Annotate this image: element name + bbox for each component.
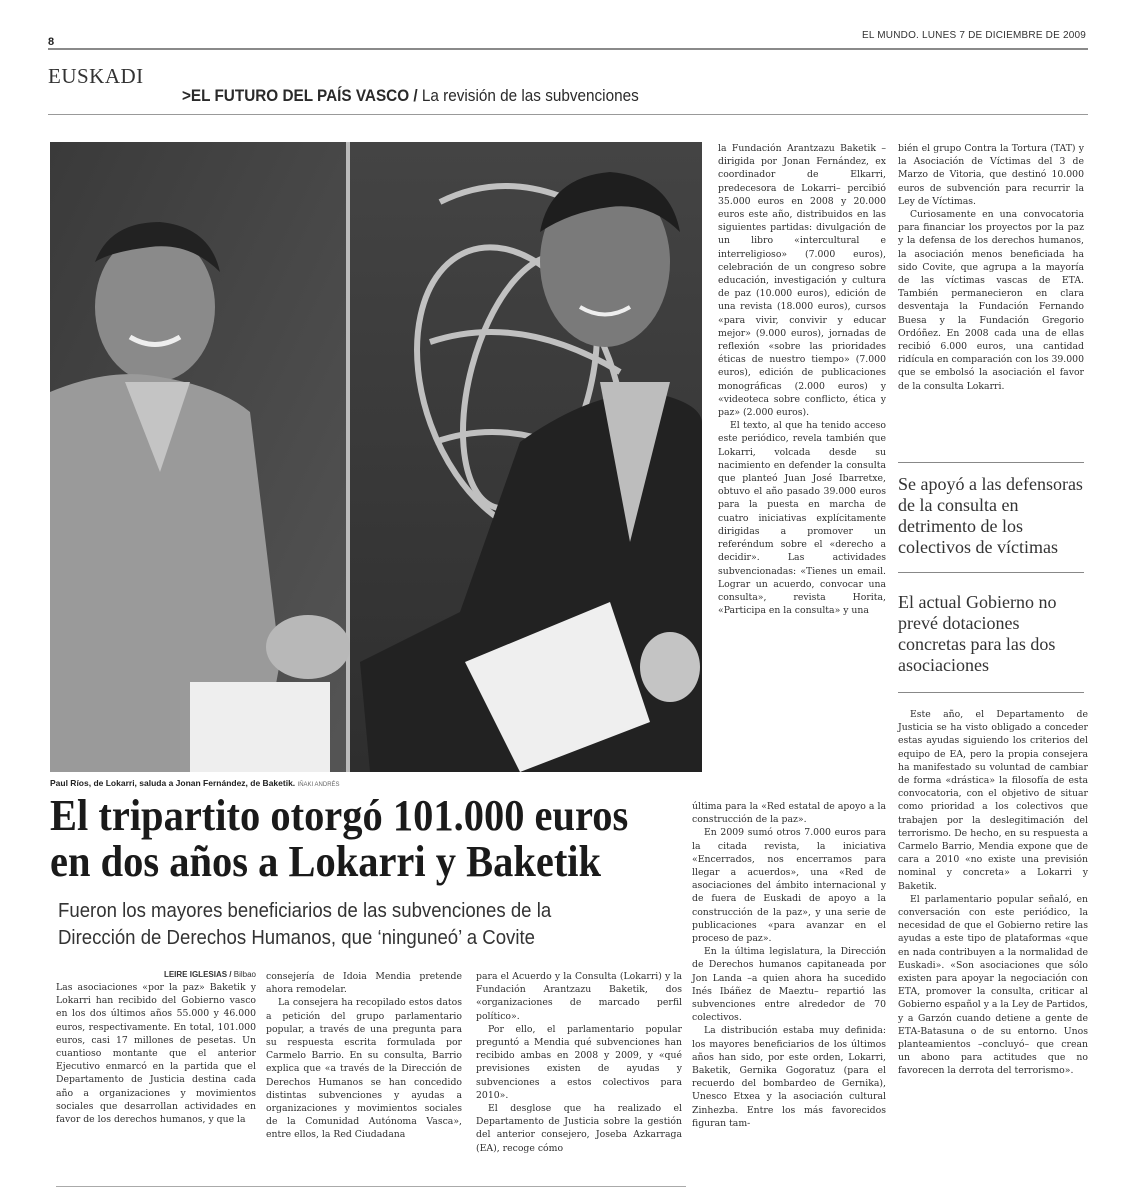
paragraph: consejería de Idoia Mendia pretende ahora remodelar. [266,971,462,996]
paragraph: El desglose que ha realizado el Departamento de Justicia sobre la gestión del anterior consejero, Joseba Azkarraga (EA), recoge cómo [476,1103,682,1154]
subhead-line-2: Dirección de Derechos Humanos, que ‘ninguneó’ a Covite [58,927,535,949]
pullquote-rule-middle [898,572,1084,573]
paragraph: La distribución estaba muy definida: los mayores beneficiarios de los últimos años han sido, por este orden, Lokarri, Baketik, Gernika Gogoratuz (para el recuerdo del bombardeo de Gernika), Unesco Etxea y la asociación cultural Zinhezba. Entre los más favorecidos figuran tam- [692,1025,886,1129]
paragraph: El texto, al que ha tenido acceso este periódico, revela también que Lokarri, volcada desde su nacimiento en defender la consulta que planteó Juan José Ibarretxe, obtuvo el año pasado 39.000 euros para la puesta en marcha de cuatro iniciativas explícitamente dirigidas a promover un referéndum sobre el «derecho a decidir». Las actividades subvencionadas: «Tienes un email. Lograr un acuerdo, convocar una consulta», revista Horita, «Participa en la consulta» y una [718,420,886,617]
pullquote-rule-top [898,462,1084,463]
body-column-5-bottom [898,708,1088,1078]
kicker-topic: >EL FUTURO DEL PAÍS VASCO / [182,86,418,105]
photo-credit: IÑAKI ANDRÉS [297,782,340,788]
photo-caption [50,778,340,788]
paragraph: Este año, el Departamento de Justicia se ha visto obligado a conceder estas ayudas siguiendo los criterios del equipo de EA, pero la propia consejera ha manifestado su voluntad de cambiar de forma «drástica» la filosofía de esta convocatoria, con el objetivo de situar como prioridad a los colectivos que trabajen por la deslegitimación del terrorismo. De hecho, en su respuesta a Carmelo Barrio, Mendia expone que de cara a 2010 «no existe una previsión nominal y concreta» a Lokarri y Baketik. [898,709,1088,892]
byline [56,970,256,979]
pullquote-rule-bottom [898,692,1084,693]
publication-date: EL MUNDO. LUNES 7 DE DICIEMBRE DE 2009 [862,30,1086,41]
pullquote-2: El actual Gobierno no prevé dotaciones concretas para las dos asociaciones [898,592,1057,675]
paragraph: Curiosamente en una convocatoria para financiar los proyectos por la paz y la defensa de los derechos humanos, la asociación menos beneficiada ha sido Covite, que agrupa a la mayoría de las víctimas vascas de ETA. También permanecieron en clara desventaja la Fundación Fernando Buesa y la Fundación Gregorio Ordóñez. En 2008 cada una de ellas recibió 6.000 euros, una cantidad ridícula en comparación con los 39.000 que se embolsó la asociación el favor de la consulta Lokarri. [898,209,1084,392]
kicker-subtopic: La revisión de las subvenciones [417,86,639,105]
bottom-rule [56,1186,686,1187]
body-column-1 [56,970,256,1126]
paragraph: El parlamentario popular señaló, en conversación con este periódico, la necesidad de que el Gobierno retire las ayudas a este tipo de plataformas «que en nada contribuyen a la normalidad de Euskadi». «Son asociaciones que sólo existen para apoyar la negociación con ETA, promover la consulta, criticar al Gobierno español y a la Ley de Partidos, y a Garzón cuando detiene a gente de ETA-Batasuna o de su entorno. Unos planteamientos –concluyó– que crean un abono para actitudes que no favorecen la derrota del terrorismo». [898,893,1088,1077]
body-column-2 [266,970,462,1142]
caption-text: Paul Ríos, de Lokarri, saluda a Jonan Fernández, de Baketik. [50,778,296,788]
paragraph: para el Acuerdo y la Consulta (Lokarri) y la Fundación Arantzazu Baketik, dos «organizaciones de marcado perfil político». [476,971,682,1022]
top-rule [48,48,1088,50]
kicker-rule [48,114,1088,115]
paragraph: En la última legislatura, la Dirección de Derechos humanos capitaneada por Jon Landa –a quien ahora ha sucedido Inés Ibáñez de Maeztu– repartió las subvenciones entre alrededor de 70 colectivos. [692,946,886,1024]
body-column-4-top [718,142,886,617]
headline-line-1: El tripartito otorgó 101.000 euros [50,791,629,840]
paragraph: Las asociaciones «por la paz» Baketik y Lokarri han recibido del Gobierno vasco en los dos últimos años 55.000 y 46.000 euros, respectivamente. En total, 101.000 euros, casi 17 millones de pesetas. Un cuantioso montante que el anterior Ejecutivo enmarcó en la partida que el Departamento de Justicia destina cada año a organizaciones y movimientos sociales que desarrollan actividades en favor de los derechos humanos, y que la [56,982,256,1126]
page-number: 8 [48,36,55,48]
paragraph: bién el grupo Contra la Tortura (TAT) y la Asociación de Víctimas del 3 de Marzo de Vitoria, que destinó 10.000 euros de subvención para recurrir la Ley de Víctimas. [898,143,1084,207]
body-column-3 [476,970,682,1155]
article-subheadline [58,898,653,952]
paragraph: Por ello, el parlamentario popular preguntó a Mendia qué subvenciones han recibido ambas en 2008 y 2009, y «qué previsiones existen de ayudas y subvenciones a estos colectivos para 2010». [476,1023,682,1101]
article-photo [50,142,702,772]
paragraph: La consejera ha recopilado estos datos a petición del grupo parlamentario popular, a través de una pregunta para su respuesta escrita formulada por Carmelo Barrio. En su consulta, Barrio explica que «a través de la Dirección de Derechos Humanos se han concedido distintas subvenciones y ayudas a organizaciones y movimientos sociales de la Comunidad Autónoma Vasca», entre ellos, la Red Ciudadana [266,997,462,1141]
paragraph: la Fundación Arantzazu Baketik –dirigida por Jonan Fernández, ex coordinador de Elkarri, predecesora de Lokarri– percibió 35.000 euros en 2008 y 20.000 euros este año, distribuidos en las siguientes partidas: divulgación de un libro «intercultural e interreligioso» (7.000 euros), celebración de un congreso sobre educación, investigación y cultura de paz (10.000 euros), edición de una revista (18.000 euros), cursos «para vivir, convivir y educar mejor» (9.000 euros), jornadas de reflexión «sobre las prioridades éticas de nuestro tiempo» (7.000 euros), edición de publicaciones monográficas (2.000 euros) y «videoteca sobre conflicto, ética y paz» (2.000 euros). [718,143,886,419]
pullquote-1: Se apoyó a las defensoras de la consulta en detrimento de los colectivos de víctimas [898,474,1083,557]
headline-line-2: en dos años a Lokarri y Baketik [50,837,602,886]
handshake-photo-illustration [50,142,702,772]
byline-author: LEIRE IGLESIAS / [163,970,232,979]
byline-city: Bilbao [231,970,256,979]
subhead-line-1: Fueron los mayores beneficiarios de las subvenciones de la [58,900,552,922]
body-column-5-top [898,142,1084,393]
section-title: EUSKADI [48,64,144,88]
article-headline [50,793,639,885]
paragraph: última para la «Red estatal de apoyo a la construcción de la paz». [692,801,886,826]
paragraph: En 2009 sumó otros 7.000 euros para la citada revista, la iniciativa «Encerrados, nos encerramos para llegar a acuerdos», una «Red de asociaciones del ámbito internacional y de fuera de Euskadi de apoyo a la construcción de la paz», y una serie de publicaciones «para avanzar en el proceso de paz». [692,827,886,945]
body-column-4-bottom [692,800,886,1130]
section-kicker [182,86,639,106]
